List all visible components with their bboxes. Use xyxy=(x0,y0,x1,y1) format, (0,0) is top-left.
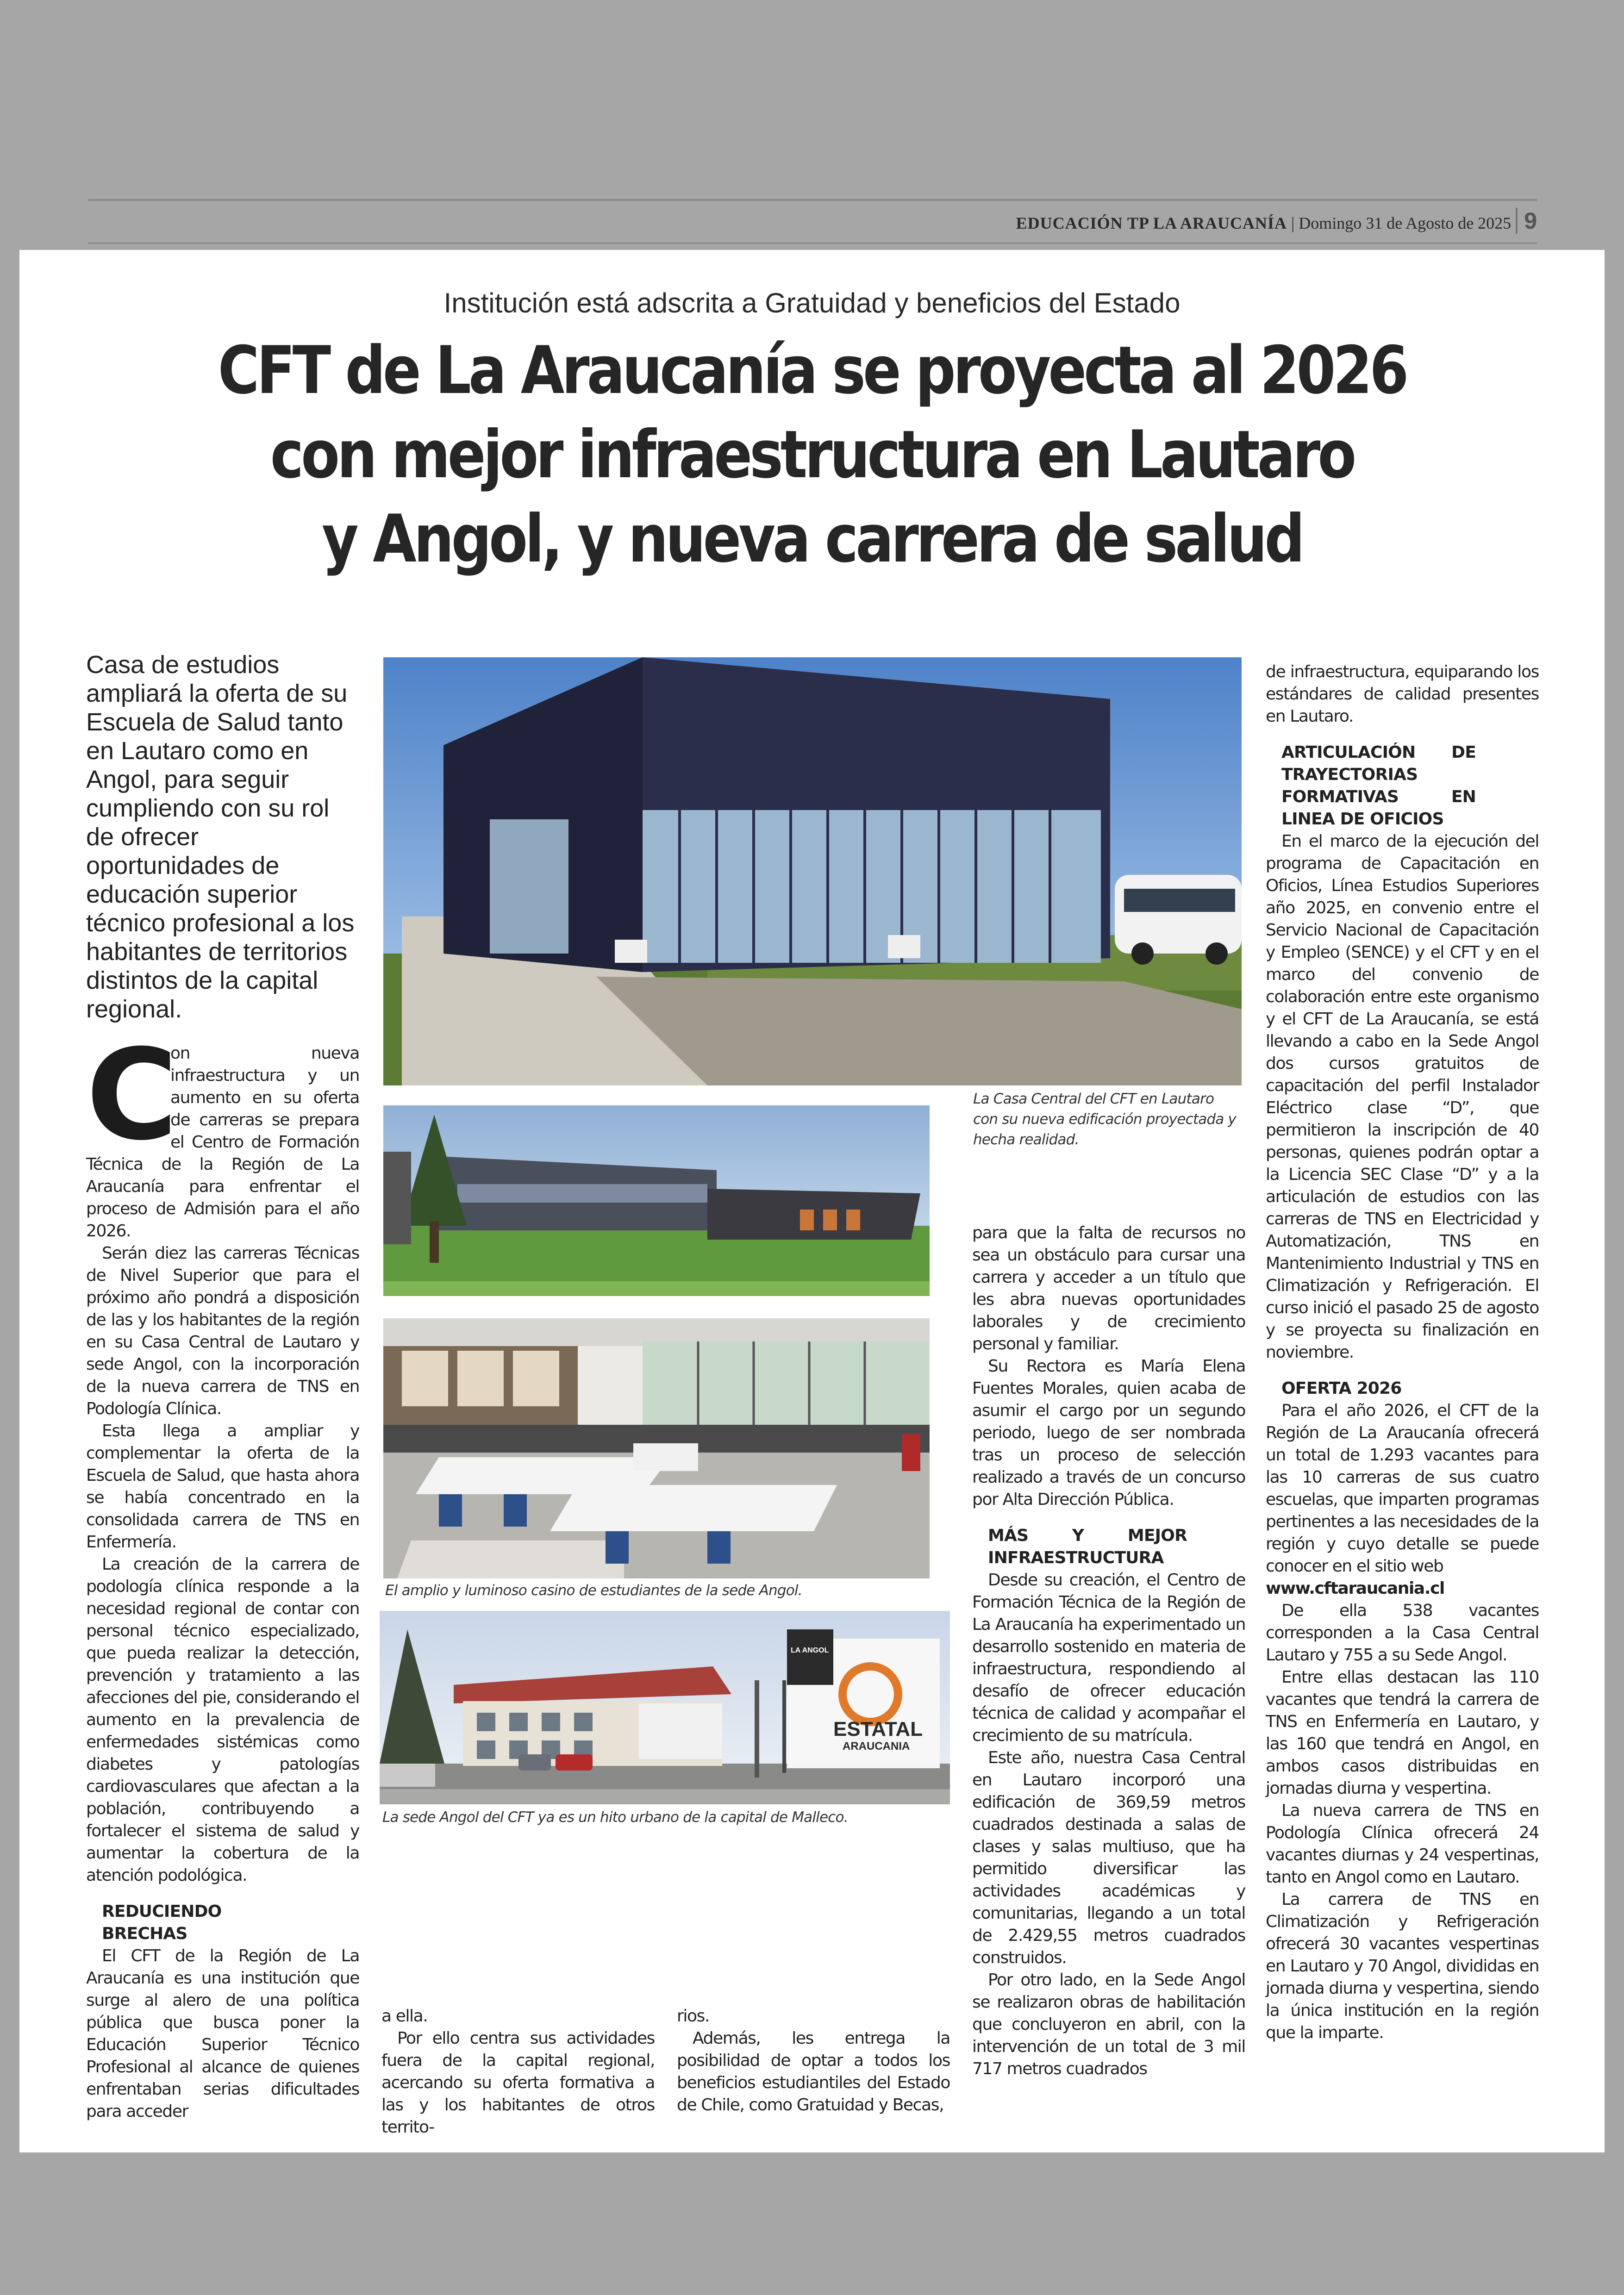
page-number: 9 xyxy=(1516,208,1537,234)
drop-cap: C xyxy=(86,1022,177,1168)
paragraph: Su Rectora es María Elena Fuentes Morales, quien acaba de asumir el cargo por un segundo periodo, luego de ser nombrada tras un proceso de selección realizado a través de un concurso por Alta Dirección Pública. xyxy=(972,1357,1245,1509)
paragraph: Este año, nuestra Casa Central en Lautaro incorporó una edificación de 369,59 metros cuadrados destinada a salas de clases y salas multiuso, que ha permitido diversificar las actividades académicas y comunitarias, llegando a un total de 2.429,55 metros cuadrados construidos. xyxy=(972,1748,1245,1967)
column-3 xyxy=(677,2005,950,2116)
column-5 xyxy=(1266,661,1539,2044)
kicker: Institución está adscrita a Gratuidad y beneficios del Estado xyxy=(443,287,1181,318)
paragraph: on nueva infraestructura y un aumento en su oferta de carreras se prepara el Centro de Formación Técnica de la Región de La Araucanía para enfrentar el proceso de Admisión para el año 2026. xyxy=(86,1044,359,1241)
paragraph: rios. xyxy=(677,2007,710,2026)
running-head xyxy=(88,207,1537,244)
top-rule xyxy=(88,199,1537,201)
sign-text-top: LA ANGOL xyxy=(791,1646,829,1654)
subheading: OFERTA 2026 xyxy=(1281,1379,1402,1398)
sign-text-araucania: ARAUCANIA xyxy=(843,1740,910,1752)
photo-4-caption: La sede Angol del CFT ya es un hito urbano de la capital de Malleco. xyxy=(382,1809,848,1826)
subheading: ARTICULACIÓN DE TRAYECTORIAS FORMATIVAS EN LINEA DE OFICIOS xyxy=(1281,743,1476,829)
paragraph: Para el año 2026, el CFT de la Región de La Araucanía ofrecerá un total de 1.293 vacantes para las 10 carreras de sus cuatro escuelas, que imparten programas pertinentes a las necesidades de la región y cuyo detalle se puede conocer en el sitio web xyxy=(1266,1401,1539,1576)
photo-1-caption: La Casa Central del CFT en Lautaro con su nueva edificación proyectada y hecha realidad. xyxy=(973,1091,1237,1148)
paragraph: de infraestructura, equiparando los estándares de calidad presentes en Lautaro. xyxy=(1266,662,1539,726)
paragraph: De ella 538 vacantes corresponden a la Casa Central Lautaro y 755 a su Sede Angol. xyxy=(1266,1601,1539,1665)
lede: Casa de estudios ampliará la oferta de su Escuela de Salud tanto en Lautaro como en Angol, para seguir cumpliendo con su rol de ofrecer oportunidades de educación superior técnico profesional a los habitantes de territorios distintos de la capital regional. xyxy=(86,651,355,1023)
headline-line-1: CFT de La Araucanía se proyecta al 2026 xyxy=(218,332,1406,409)
photo-lautaro-building xyxy=(383,657,1242,1085)
photo-campus-render xyxy=(383,1105,930,1296)
issue-date: | Domingo 31 de Agosto de 2025 xyxy=(1287,214,1512,232)
paragraph: Por otro lado, en la Sede Angol se realizaron obras de habilitación que concluyeron en abril, con la intervención de un total de 3 mil 717 metros cuadrados xyxy=(972,1971,1245,2078)
column-2 xyxy=(381,2005,655,2139)
paragraph: La creación de la carrera de podología clínica responde a la necesidad regional de contar con personal técnico especializado, que pueda realizar la detección, prevención y tratamiento a las afecciones del pie, considerando el aumento en la prevalencia de enfermedades sistémicas como diabetes y patologías cardiovasculares que afectan a la población, contribuyendo a fortalecer el sistema de salud y aumentar la cobertura de la atención podológica. xyxy=(86,1555,359,1885)
photo-student-cafeteria xyxy=(383,1318,930,1578)
paragraph: Por ello centra sus actividades fuera de la capital regional, acercando su oferta formativa a las y los habitantes de otros territo- xyxy=(381,2029,655,2137)
headline-line-3: y Angol, y nueva carrera de salud xyxy=(322,501,1302,577)
paragraph: a ella. xyxy=(381,2007,428,2026)
paragraph: En el marco de la ejecución del programa de Capacitación en Oficios, Línea Estudios Superiores año 2025, en convenio entre el Servicio Nacional de Capacitación y Empleo (SENCE) y el CFT y en el marco del convenio de colaboración entre este organismo y el CFT de La Araucanía, se está llevando a cabo en la Sede Angol dos cursos gratuitos de capacitación del perfil Instalador Eléctrico clase “D”, que permitieron la inscripción de 40 personas, quienes podrán optar a la Licencia SEC Clase “D” y a la articulación de estudios con las carreras de TNS en Electricidad y Automatización, TNS en Mantenimiento Industrial y TNS en Climatización y Refrigeración. El curso inició el pasado 25 de agosto y se proyecta su finalización en noviembre. xyxy=(1266,832,1539,1362)
paragraph: Además, les entrega la posibilidad de optar a todos los beneficios estudiantiles del Estado de Chile, como Gratuidad y Becas, xyxy=(677,2029,950,2114)
header-bottom-rule xyxy=(88,243,1537,244)
newspaper-page xyxy=(19,250,1605,2152)
paragraph: Esta llega a ampliar y complementar la oferta de la Escuela de Salud, que hasta ahora se había concentrado en la consolidada carrera de TNS en Enfermería. xyxy=(86,1422,359,1552)
paragraph: Entre ellas destacan las 110 vacantes que tendrá la carrera de TNS en Enfermería en Lautaro, y las 160 que tendrá en Angol, en ambos casos distribuidas en jornadas diurna y vespertina. xyxy=(1266,1668,1539,1798)
headline xyxy=(190,329,1434,581)
column-4 xyxy=(972,1222,1245,2080)
paragraph: Serán diez las carreras Técnicas de Nivel Superior que para el próximo año pondrá a disposición de las y los habitantes de la región en su Casa Central de Lautaro y sede Angol, con la incorporación de la nueva carrera de TNS en Podología Clínica. xyxy=(86,1244,359,1418)
website-link: www.cftaraucania.cl xyxy=(1266,1579,1444,1598)
photo-angol-campus xyxy=(380,1611,950,1804)
section-title: EDUCACIÓN TP LA ARAUCANÍA xyxy=(1016,214,1287,232)
subheading: REDUCIENDO BRECHAS xyxy=(102,1902,222,1943)
sign-text-estatal: ESTATAL xyxy=(833,1718,923,1740)
paragraph: Desde su creación, el Centro de Formación Técnica de la Región de La Araucanía ha experimentado un desarrollo sostenido en materia de infraestructura, respondiendo al desafío de ofrecer educación técnica de calidad y acompañar el crecimiento de su matrícula. xyxy=(972,1571,1245,1745)
paragraph: El CFT de la Región de La Araucanía es una institución que surge al alero de una política pública que busca poner la Educación Superior Técnico Profesional al alcance de quienes enfrentaban serias dificultades para acceder xyxy=(86,1946,359,2121)
paragraph: para que la falta de recursos no sea un obstáculo para cursar una carrera y acceder a un título que les abra nuevas oportunidades laborales y de crecimiento personal y familiar. xyxy=(972,1223,1245,1353)
subheading: MÁS Y MEJOR INFRAESTRUCTURA xyxy=(988,1526,1187,1567)
column-1 xyxy=(86,1022,359,2123)
paragraph: La nueva carrera de TNS en Podología Clínica ofrecerá 24 vacantes diurnas y 24 vespertinas, tanto en Angol como en Lautaro. xyxy=(1266,1801,1539,1887)
paragraph: La carrera de TNS en Climatización y Refrigeración ofrecerá 30 vacantes vespertinas en Lautaro y 70 Angol, divididas en jornada diurna y vespertina, siendo la única institución en la región que la imparte. xyxy=(1266,1890,1539,2042)
headline-line-2: con mejor infraestructura en Lautaro xyxy=(270,417,1354,493)
photo-3-caption: El amplio y luminoso casino de estudiantes de la sede Angol. xyxy=(385,1582,802,1599)
